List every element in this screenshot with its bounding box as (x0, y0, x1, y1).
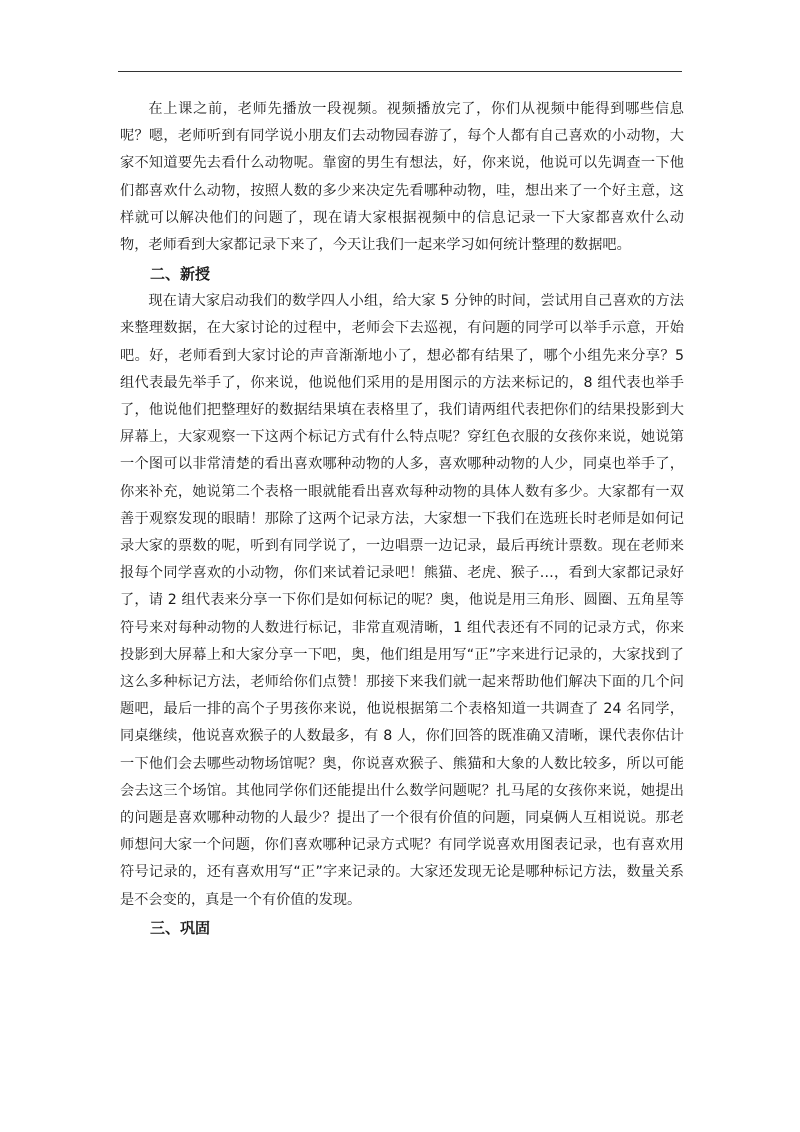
paragraph-intro: 在上课之前，老师先播放一段视频。视频播放完了，你们从视频中能得到哪些信息呢？嗯，老师听到有同学说小朋友们去动物园春游了，每个人都有自己喜欢的小动物，大家不知道要先去看什么动物呢。靠窗的男生有想法，好，你来说，他说可以先调查一下他们都喜欢什么动物，按照人数的多少来决定先看哪种动物，哇，想出来了一个好主意，这样就可以解决他们的问题了，现在请大家根据视频中的信息记录一下大家都喜欢什么动物，老师看到大家都记录下来了，今天让我们一起来学习如何统计整理的数据吧。 (120, 101, 684, 254)
heading-consolidate: 三、巩固 (150, 918, 211, 937)
document-body (120, 96, 684, 942)
heading-new-lesson: 二、新授 (150, 265, 211, 284)
header-rule (118, 71, 682, 72)
paragraph-new-lesson: 现在请大家启动我们的数学四人小组，给大家 5 分钟的时间，尝试用自己喜欢的方法来整理数据，在大家讨论的过程中，老师会下去巡视，有问题的同学可以举手示意，开始吧。好，老师看到大家讨论的声音渐渐地小了，想必都有结果了，哪个小组先来分享？5 组代表最先举手了，你来说，他说他们采用的是用图示的方法来标记的，8 组代表也举手了，他说他们把整理好的数据结果填在表格里了，我们请两组代表把你们的结果投影到大屏幕上，大家观察一下这两个标记方式有什么特点呢？穿红色衣服的女孩你来说，她说第一个图可以非常清楚的看出喜欢哪种动物的人多，喜欢哪种动物的人少，同桌也举手了，你来补充，她说第二个表格一眼就能看出喜欢每种动物的具体人数有多少。大家都有一双善于观察发现的眼睛！那除了这两个记录方法，大家想一下我们在选班长时老师是如何记录大家的票数的呢，听到有同学说了，一边唱票一边记录，最后再统计票数。现在老师来报每个同学喜欢的小动物，你们来试着记录吧！熊猫、老虎、猴子…，看到大家都记录好了，请 2 组代表来分享一下你们是如何标记的呢？奥，他说是用三角形、圆圈、五角星等符号来对每种动物的人数进行标记，非常直观清晰，1 组代表还有不同的记录方式，你来投影到大屏幕上和大家分享一下吧，奥，他们组是用写“正”字来进行记录的，大家找到了这么多种标记方法，老师给你们点赞！那接下来我们就一起来帮助他们解决下面的几个问题吧，最后一排的高个子男孩你来说，他说根据第二个表格知道一共调查了 24 名同学，同桌继续，他说喜欢猴子的人数最多，有 8 人，你们回答的既准确又清晰，课代表你估计一下他们会去哪些动物场馆呢？奥，你说喜欢猴子、熊猫和大象的人数比较多，所以可能会去这三个场馆。其他同学你们还能提出什么数学问题呢？扎马尾的女孩你来说，她提出的问题是喜欢哪种动物的人最少？提出了一个很有价值的问题，同桌俩人互相说说。那老师想问大家一个问题，你们喜欢哪种记录方式呢？有同学说喜欢用图表记录，也有喜欢用符号记录的，还有喜欢用写“正”字来记录的。大家还发现无论是哪种标记方法，数量关系是不会变的，真是一个有价值的发现。 (120, 293, 684, 908)
